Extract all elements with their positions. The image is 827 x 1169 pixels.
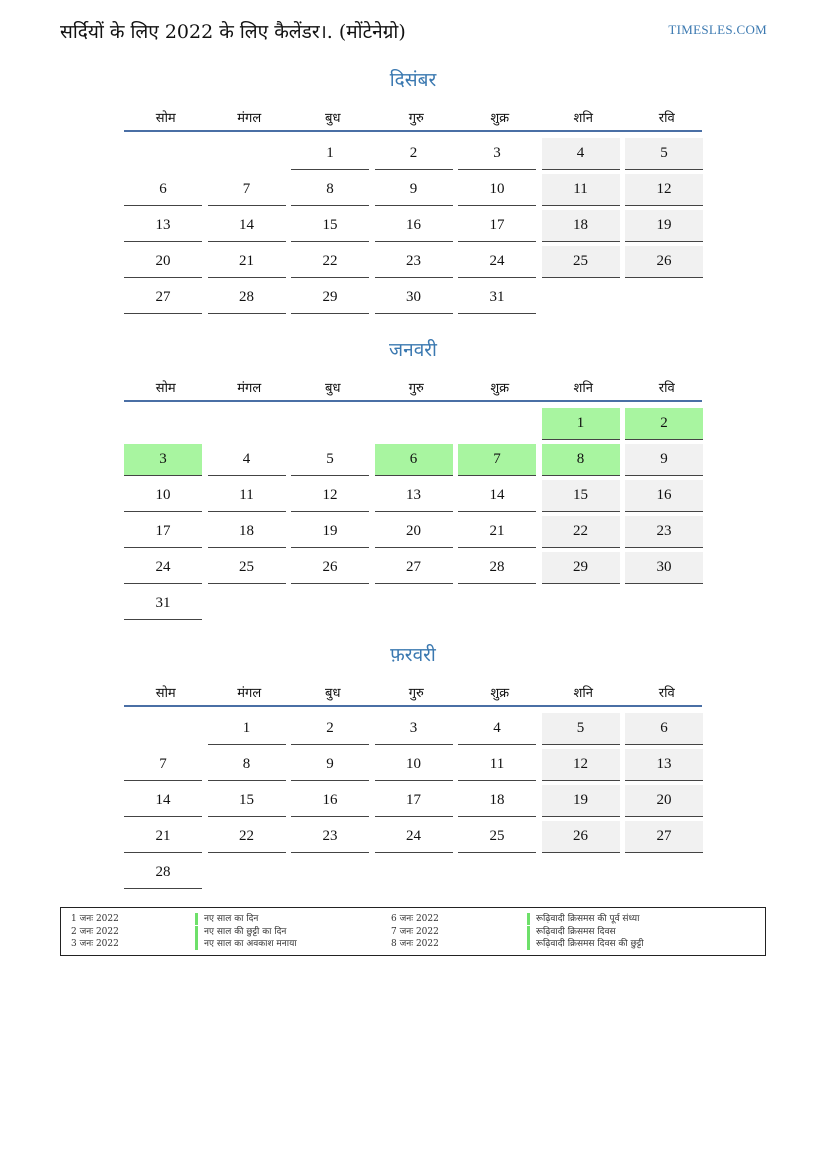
day-cell[interactable]: 24	[375, 821, 453, 853]
legend-holiday-name: नए साल का दिन	[195, 913, 258, 925]
week-row	[124, 747, 702, 783]
week-row	[124, 406, 702, 442]
week-row	[124, 442, 702, 478]
day-cell[interactable]: 20	[124, 246, 202, 278]
empty-day-cell	[375, 588, 453, 620]
page-title: सर्दियों के लिए 2022 के लिए कैलेंडर।. (मोंटेनेग्रो)	[60, 21, 406, 43]
day-cell[interactable]: 1	[542, 408, 620, 440]
weekday-label: गुरु	[408, 686, 424, 701]
weekday-label: शनि	[573, 111, 593, 126]
weekday-label: मंगल	[237, 111, 262, 126]
day-cell[interactable]: 23	[375, 246, 453, 278]
day-cell[interactable]: 10	[458, 174, 536, 206]
legend-holiday-name: रूढ़िवादी क्रिसमस दिवस	[527, 926, 616, 938]
weekday-label: गुरु	[408, 381, 424, 396]
day-cell[interactable]: 3	[375, 713, 453, 745]
day-cell[interactable]: 5	[291, 444, 369, 476]
empty-day-cell	[625, 857, 703, 889]
day-cell[interactable]: 17	[375, 785, 453, 817]
day-cell[interactable]: 2	[375, 138, 453, 170]
day-cell[interactable]: 9	[625, 444, 703, 476]
day-cell[interactable]: 22	[542, 516, 620, 548]
day-cell[interactable]: 15	[208, 785, 286, 817]
day-cell[interactable]: 13	[124, 210, 202, 242]
day-cell[interactable]: 4	[208, 444, 286, 476]
day-cell[interactable]: 28	[458, 552, 536, 584]
weekday-header	[124, 374, 702, 402]
legend-entry	[61, 926, 765, 938]
legend-date: 7 जनः 2022	[391, 926, 439, 937]
day-cell[interactable]: 27	[625, 821, 703, 853]
weekday-label: गुरु	[408, 111, 424, 126]
day-cell[interactable]: 10	[375, 749, 453, 781]
legend-holiday-name: नए साल की छुट्टी का दिन	[195, 926, 286, 938]
month-title: दिसंबर	[389, 69, 437, 91]
weekday-label: सोम	[155, 111, 176, 126]
legend-holiday-name: रूढ़िवादी क्रिसमस की पूर्व संध्या	[527, 913, 639, 925]
day-cell[interactable]: 11	[458, 749, 536, 781]
empty-day-cell	[291, 588, 369, 620]
day-cell[interactable]: 20	[625, 785, 703, 817]
day-cell[interactable]: 5	[542, 713, 620, 745]
empty-day-cell	[208, 588, 286, 620]
day-cell[interactable]: 22	[291, 246, 369, 278]
day-cell[interactable]: 16	[375, 210, 453, 242]
day-cell[interactable]: 13	[375, 480, 453, 512]
week-row	[124, 280, 702, 316]
week-row	[124, 478, 702, 514]
day-cell[interactable]: 7	[124, 749, 202, 781]
legend-date: 1 जनः 2022	[71, 914, 119, 924]
day-cell[interactable]: 26	[625, 246, 703, 278]
site-link[interactable]: TIMESLES.COM	[668, 22, 767, 37]
day-grid	[124, 406, 702, 622]
weekday-label: सोम	[155, 686, 176, 701]
day-cell[interactable]: 19	[625, 210, 703, 242]
day-cell[interactable]: 10	[124, 480, 202, 512]
legend-holiday-name: रूढ़िवादी क्रिसमस दिवस की छुट्टी	[527, 938, 644, 950]
day-cell[interactable]: 30	[375, 282, 453, 314]
day-cell[interactable]: 25	[458, 821, 536, 853]
day-cell[interactable]: 21	[208, 246, 286, 278]
day-cell[interactable]: 11	[542, 174, 620, 206]
week-row	[124, 711, 702, 747]
day-cell[interactable]: 6	[375, 444, 453, 476]
legend-entry	[61, 938, 765, 950]
day-cell[interactable]: 3	[124, 444, 202, 476]
day-cell[interactable]: 19	[291, 516, 369, 548]
weekday-label: बुध	[325, 686, 341, 701]
day-cell[interactable]: 5	[625, 138, 703, 170]
weekday-label: शनि	[573, 686, 593, 701]
weekday-label: बुध	[325, 111, 341, 126]
weekday-label: सोम	[155, 381, 176, 396]
day-cell[interactable]: 23	[625, 516, 703, 548]
month-block	[124, 641, 702, 891]
day-cell[interactable]: 19	[542, 785, 620, 817]
month-title: फ़रवरी	[390, 644, 436, 666]
empty-day-cell	[458, 857, 536, 889]
day-cell[interactable]: 1	[208, 713, 286, 745]
day-cell[interactable]: 2	[291, 713, 369, 745]
day-cell[interactable]: 12	[291, 480, 369, 512]
legend-entry	[61, 913, 765, 925]
weekday-label: शुक्र	[490, 686, 510, 701]
week-row	[124, 172, 702, 208]
day-cell[interactable]: 8	[542, 444, 620, 476]
empty-day-cell	[208, 857, 286, 889]
day-cell[interactable]: 15	[542, 480, 620, 512]
day-cell[interactable]: 8	[208, 749, 286, 781]
empty-day-cell	[124, 713, 202, 745]
day-cell[interactable]: 30	[625, 552, 703, 584]
weekday-label: शनि	[573, 381, 593, 396]
month-block	[124, 336, 702, 622]
day-cell[interactable]: 27	[375, 552, 453, 584]
day-cell[interactable]: 8	[291, 174, 369, 206]
day-cell[interactable]: 21	[458, 516, 536, 548]
day-cell[interactable]: 28	[124, 857, 202, 889]
legend-date: 3 जनः 2022	[71, 939, 119, 949]
week-row	[124, 550, 702, 586]
empty-day-cell	[458, 408, 536, 440]
day-cell[interactable]: 26	[291, 552, 369, 584]
empty-day-cell	[375, 857, 453, 889]
empty-day-cell	[542, 588, 620, 620]
day-cell[interactable]: 1	[291, 138, 369, 170]
weekday-header	[124, 679, 702, 707]
month-title: जनवरी	[389, 339, 437, 361]
week-row	[124, 208, 702, 244]
day-cell[interactable]: 4	[542, 138, 620, 170]
day-cell[interactable]: 25	[542, 246, 620, 278]
weekday-label: मंगल	[237, 381, 262, 396]
day-cell[interactable]: 18	[458, 785, 536, 817]
day-cell[interactable]: 17	[124, 516, 202, 548]
day-cell[interactable]: 27	[124, 282, 202, 314]
empty-day-cell	[291, 408, 369, 440]
day-cell[interactable]: 15	[291, 210, 369, 242]
day-cell[interactable]: 22	[208, 821, 286, 853]
empty-day-cell	[208, 138, 286, 170]
day-cell[interactable]: 18	[208, 516, 286, 548]
day-cell[interactable]: 7	[458, 444, 536, 476]
day-cell[interactable]: 13	[625, 749, 703, 781]
day-cell[interactable]: 24	[458, 246, 536, 278]
day-cell[interactable]: 14	[458, 480, 536, 512]
day-cell[interactable]: 2	[625, 408, 703, 440]
day-cell[interactable]: 20	[375, 516, 453, 548]
day-cell[interactable]: 11	[208, 480, 286, 512]
day-cell[interactable]: 29	[291, 282, 369, 314]
day-grid	[124, 711, 702, 891]
week-row	[124, 819, 702, 855]
day-cell[interactable]: 16	[625, 480, 703, 512]
week-row	[124, 586, 702, 622]
weekday-label: मंगल	[237, 686, 262, 701]
day-cell[interactable]: 28	[208, 282, 286, 314]
empty-day-cell	[625, 588, 703, 620]
weekday-label: रवि	[658, 686, 675, 701]
day-cell[interactable]: 12	[625, 174, 703, 206]
empty-day-cell	[208, 408, 286, 440]
empty-day-cell	[542, 857, 620, 889]
legend-date: 8 जनः 2022	[391, 939, 439, 949]
day-cell[interactable]: 24	[124, 552, 202, 584]
legend-date: 2 जनः 2022	[71, 926, 119, 937]
weekday-label: शुक्र	[490, 381, 510, 396]
day-cell[interactable]: 25	[208, 552, 286, 584]
day-cell[interactable]: 6	[625, 713, 703, 745]
week-row	[124, 244, 702, 280]
day-cell[interactable]: 14	[124, 785, 202, 817]
day-cell[interactable]: 14	[208, 210, 286, 242]
weekday-label: रवि	[658, 111, 675, 126]
day-cell[interactable]: 3	[458, 138, 536, 170]
day-cell[interactable]: 12	[542, 749, 620, 781]
day-cell[interactable]: 29	[542, 552, 620, 584]
empty-day-cell	[542, 282, 620, 314]
weekday-header	[124, 104, 702, 132]
day-cell[interactable]: 26	[542, 821, 620, 853]
day-cell[interactable]: 9	[375, 174, 453, 206]
day-cell[interactable]: 21	[124, 821, 202, 853]
empty-day-cell	[124, 138, 202, 170]
legend-date: 6 जनः 2022	[391, 914, 439, 924]
day-cell[interactable]: 7	[208, 174, 286, 206]
empty-day-cell	[625, 282, 703, 314]
day-cell[interactable]: 16	[291, 785, 369, 817]
day-grid	[124, 136, 702, 316]
day-cell[interactable]: 4	[458, 713, 536, 745]
day-cell[interactable]: 17	[458, 210, 536, 242]
week-row	[124, 514, 702, 550]
empty-day-cell	[458, 588, 536, 620]
weekday-label: शुक्र	[490, 111, 510, 126]
week-row	[124, 855, 702, 891]
weekday-label: बुध	[325, 381, 341, 396]
week-row	[124, 783, 702, 819]
week-row	[124, 136, 702, 172]
day-cell[interactable]: 9	[291, 749, 369, 781]
day-cell[interactable]: 23	[291, 821, 369, 853]
legend-holiday-name: नए साल का अवकाश मनाया	[195, 938, 297, 950]
holiday-legend	[60, 907, 766, 956]
day-cell[interactable]: 31	[124, 588, 202, 620]
empty-day-cell	[124, 408, 202, 440]
empty-day-cell	[375, 408, 453, 440]
empty-day-cell	[291, 857, 369, 889]
day-cell[interactable]: 6	[124, 174, 202, 206]
day-cell[interactable]: 18	[542, 210, 620, 242]
month-block	[124, 66, 702, 316]
weekday-label: रवि	[658, 381, 675, 396]
day-cell[interactable]: 31	[458, 282, 536, 314]
